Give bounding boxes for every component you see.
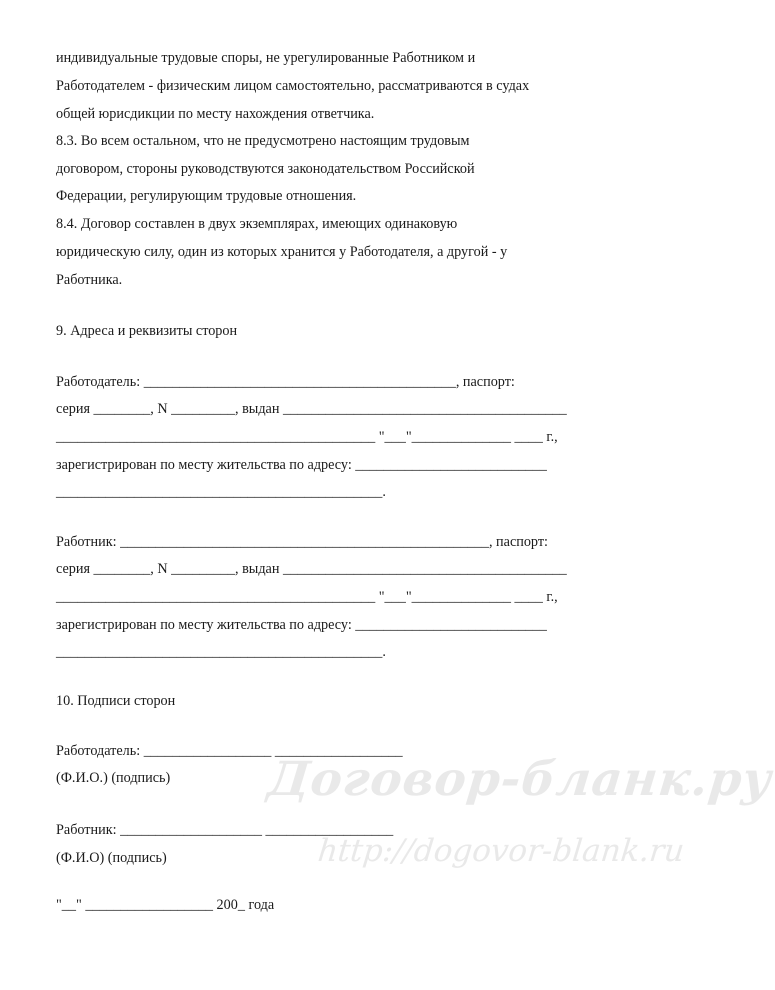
paragraph-line: договором, стороны руководствуются законодательством Российской xyxy=(56,161,475,177)
date-line: "__" __________________ 200_ года xyxy=(56,897,275,913)
employer-issued-line: _____________________________________________ "___"______________ ____ г., xyxy=(56,429,558,445)
section-9-heading: 9. Адреса и реквизиты сторон xyxy=(56,323,238,339)
employer-passport-line: серия ________, N _________, выдан ________________________________________ xyxy=(56,401,567,417)
employer-address-line: зарегистрирован по месту жительства по адресу: ___________________________ xyxy=(56,457,547,473)
employer-signature-line: Работодатель: __________________ __________________ xyxy=(56,743,403,759)
paragraph-line: Работника. xyxy=(56,272,123,288)
employee-name-line: Работник: ____________________________________________________, паспорт: xyxy=(56,534,548,550)
paragraph-line: индивидуальные трудовые споры, не урегулированные Работником и xyxy=(56,50,476,66)
paragraph-line: юридическую силу, один из которых хранится у Работодателя, а другой - у xyxy=(56,244,508,260)
employee-address-line: зарегистрирован по месту жительства по адресу: ___________________________ xyxy=(56,617,547,633)
employee-issued-line: _____________________________________________ "___"______________ ____ г., xyxy=(56,589,558,605)
watermark-title: Договор-бланк.ру xyxy=(265,752,775,807)
paragraph-line: общей юрисдикции по месту нахождения ответчика. xyxy=(56,106,375,122)
watermark-url: http://dogovor-blank.ru xyxy=(316,833,687,869)
employee-signature-line: Работник: ____________________ __________________ xyxy=(56,822,394,838)
employee-passport-line: серия ________, N _________, выдан ________________________________________ xyxy=(56,561,567,577)
paragraph-line: Федерации, регулирующим трудовые отношения. xyxy=(56,188,357,204)
employee-address-continuation: ______________________________________________. xyxy=(56,644,386,660)
paragraph-line: 8.4. Договор составлен в двух экземплярах, имеющих одинаковую xyxy=(56,216,458,232)
employer-name-line: Работодатель: ____________________________________________, паспорт: xyxy=(56,374,515,390)
paragraph-line: Работодателем - физическим лицом самостоятельно, рассматриваются в судах xyxy=(56,78,530,94)
section-10-heading: 10. Подписи сторон xyxy=(56,693,176,709)
paragraph-line: 8.3. Во всем остальном, что не предусмотрено настоящим трудовым xyxy=(56,133,470,149)
employer-address-continuation: ______________________________________________. xyxy=(56,484,386,500)
employee-signature-caption: (Ф.И.О) (подпись) xyxy=(56,850,167,866)
employer-signature-caption: (Ф.И.О.) (подпись) xyxy=(56,770,171,786)
